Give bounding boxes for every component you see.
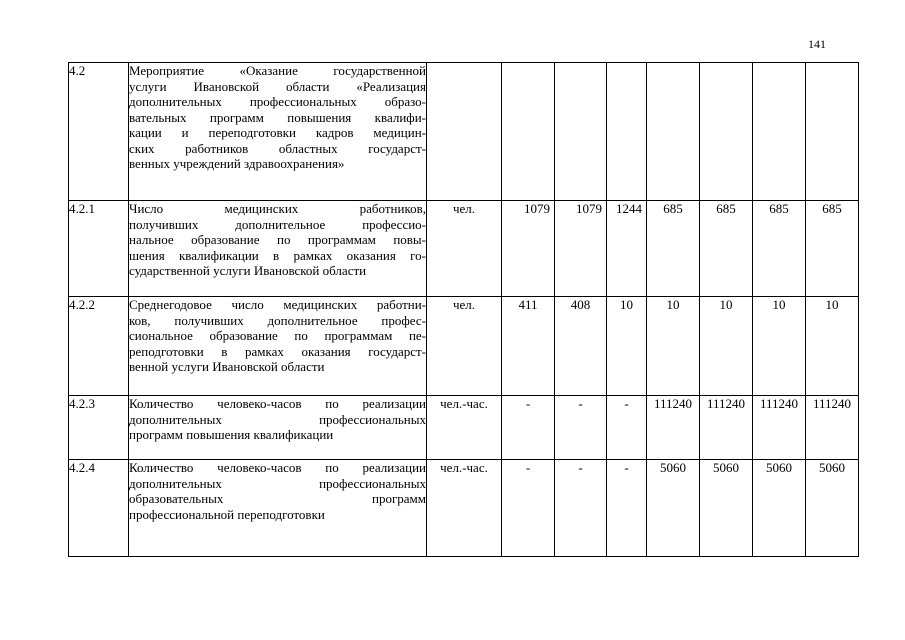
description-line: Мероприятие «Оказание государственной [129, 63, 426, 78]
table-row [69, 63, 859, 201]
description-line: кации и переподготовки кадров медицин- [129, 125, 426, 140]
value-cell [555, 63, 607, 201]
description-line: вательных программ повышения квалифи- [129, 109, 426, 125]
value-cell [700, 63, 753, 201]
value-cell: - [502, 460, 555, 557]
value-cell: 685 [700, 201, 753, 297]
row-unit: чел.-час. [427, 460, 502, 557]
description-line: Число медицинских работников, [129, 201, 426, 216]
value-cell: 10 [647, 297, 700, 396]
value-cell: 685 [753, 201, 806, 297]
description-line: Среднегодовое число медицинских работни- [129, 297, 426, 312]
description-line: дополнительных профессиональных образо- [129, 94, 426, 109]
table-row [69, 201, 859, 297]
value-cell: 111240 [753, 396, 806, 460]
value-cell [607, 63, 647, 201]
row-description [129, 63, 427, 201]
description-line: услуги Ивановской области «Реализация [129, 78, 426, 94]
row-unit: чел. [427, 297, 502, 396]
value-cell [753, 63, 806, 201]
row-number: 4.2.1 [69, 201, 129, 297]
table-row [69, 396, 859, 460]
row-number: 4.2.4 [69, 460, 129, 557]
description-line: нальное образование по программам повы- [129, 232, 426, 247]
row-unit: чел. [427, 201, 502, 297]
description-line: программ повышения квалификации [129, 427, 334, 442]
description-line: образовательных программ [129, 491, 426, 506]
value-cell: 10 [607, 297, 647, 396]
page-number: 141 [808, 37, 826, 51]
value-cell: 10 [806, 297, 859, 396]
description-line: венных учреждений здравоохранения» [129, 156, 345, 171]
row-description [129, 396, 427, 460]
value-cell: 1079 [555, 201, 607, 297]
row-description [129, 460, 427, 557]
value-cell: 408 [555, 297, 607, 396]
row-number: 4.2.2 [69, 297, 129, 396]
description-line: Количество человеко-часов по реализации [129, 460, 426, 475]
table-row [69, 460, 859, 557]
description-line: венной услуги Ивановской области [129, 359, 325, 374]
value-cell: 111240 [647, 396, 700, 460]
value-cell: - [607, 396, 647, 460]
value-cell [502, 63, 555, 201]
value-cell: - [555, 396, 607, 460]
description-line: Количество человеко-часов по реализации [129, 396, 426, 411]
value-cell: - [555, 460, 607, 557]
description-line: профессиональной переподготовки [129, 506, 325, 522]
value-cell [647, 63, 700, 201]
description-line: ков, получивших дополнительное профес- [129, 312, 426, 328]
value-cell: 10 [753, 297, 806, 396]
value-cell: 111240 [806, 396, 859, 460]
table-body [69, 63, 859, 557]
value-cell: - [607, 460, 647, 557]
table-row [69, 297, 859, 396]
description-line: сиональное образование по программам пе- [129, 328, 426, 343]
description-line: получивших дополнительное профессио- [129, 216, 426, 232]
value-cell [806, 63, 859, 201]
value-cell: 1244 [607, 201, 647, 297]
indicator-table [68, 62, 859, 557]
value-cell: 5060 [753, 460, 806, 557]
description-line: сударственной услуги Ивановской области [129, 263, 367, 278]
value-cell: 1079 [502, 201, 555, 297]
row-description [129, 297, 427, 396]
description-line: дополнительных профессиональных [129, 475, 426, 491]
value-cell: 411 [502, 297, 555, 396]
value-cell: 10 [700, 297, 753, 396]
value-cell: 685 [647, 201, 700, 297]
description-line: реподготовки в рамках оказания государст- [129, 343, 426, 359]
description-line: дополнительных профессиональных [129, 411, 426, 427]
row-unit [427, 63, 502, 201]
value-cell: - [502, 396, 555, 460]
row-number: 4.2 [69, 63, 129, 201]
value-cell: 685 [806, 201, 859, 297]
description-line: ских работников областных государст- [129, 140, 426, 156]
value-cell: 5060 [700, 460, 753, 557]
value-cell: 5060 [806, 460, 859, 557]
value-cell: 111240 [700, 396, 753, 460]
description-line: шения квалификации в рамках оказания го- [129, 247, 426, 263]
value-cell: 5060 [647, 460, 700, 557]
row-number: 4.2.3 [69, 396, 129, 460]
row-description [129, 201, 427, 297]
row-unit: чел.-час. [427, 396, 502, 460]
